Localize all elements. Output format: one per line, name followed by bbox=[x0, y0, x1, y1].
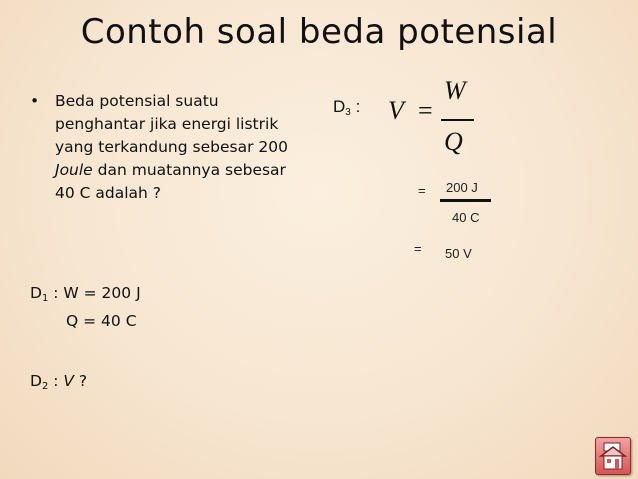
formula-numerator-energy: W bbox=[444, 76, 466, 105]
problem-statement bbox=[30, 90, 290, 205]
d2-question: ? bbox=[74, 372, 88, 390]
d1-energy-value: : W = 200 J bbox=[48, 284, 141, 302]
d3-subscript: 3 bbox=[345, 107, 351, 118]
calc-equals-1: = bbox=[418, 183, 426, 198]
calc-numerator: 200 J bbox=[446, 180, 478, 195]
known-charge: Q = 40 C bbox=[66, 312, 137, 330]
formula-denominator-charge: Q bbox=[444, 127, 463, 156]
asked-voltage bbox=[30, 372, 87, 390]
d3-heading bbox=[333, 97, 360, 117]
calc-fraction-bar bbox=[440, 199, 491, 202]
d2-variable: V bbox=[63, 372, 74, 390]
slide-title: Contoh soal beda potensial bbox=[80, 12, 558, 52]
calc-result: 50 V bbox=[445, 246, 472, 261]
known-energy bbox=[30, 284, 141, 302]
d2-subscript: 2 bbox=[41, 381, 49, 392]
d3-colon: : bbox=[350, 97, 361, 116]
d1-label: D bbox=[30, 284, 42, 302]
bullet-point: • bbox=[30, 92, 40, 110]
d1-subscript: 1 bbox=[41, 293, 49, 304]
home-button[interactable] bbox=[595, 437, 631, 475]
formula-voltage-symbol: V bbox=[388, 96, 404, 125]
problem-text-end: dan muatannya sebesar 40 C adalah ? bbox=[55, 161, 286, 202]
calc-equals-2: = bbox=[414, 241, 422, 256]
d2-label: D bbox=[30, 372, 42, 390]
d3-label: D bbox=[333, 97, 346, 116]
d2-separator: : bbox=[48, 372, 64, 390]
problem-text-start: Beda potensial suatu penghantar jika energi listrik yang terkandung sebesar 200 bbox=[55, 92, 288, 156]
home-icon bbox=[598, 440, 628, 472]
problem-unit-joule: Joule bbox=[55, 161, 93, 179]
calc-denominator: 40 C bbox=[452, 210, 480, 225]
problem-text bbox=[55, 90, 290, 205]
formula-fraction-bar bbox=[441, 119, 474, 121]
formula-equals: = bbox=[418, 96, 433, 125]
